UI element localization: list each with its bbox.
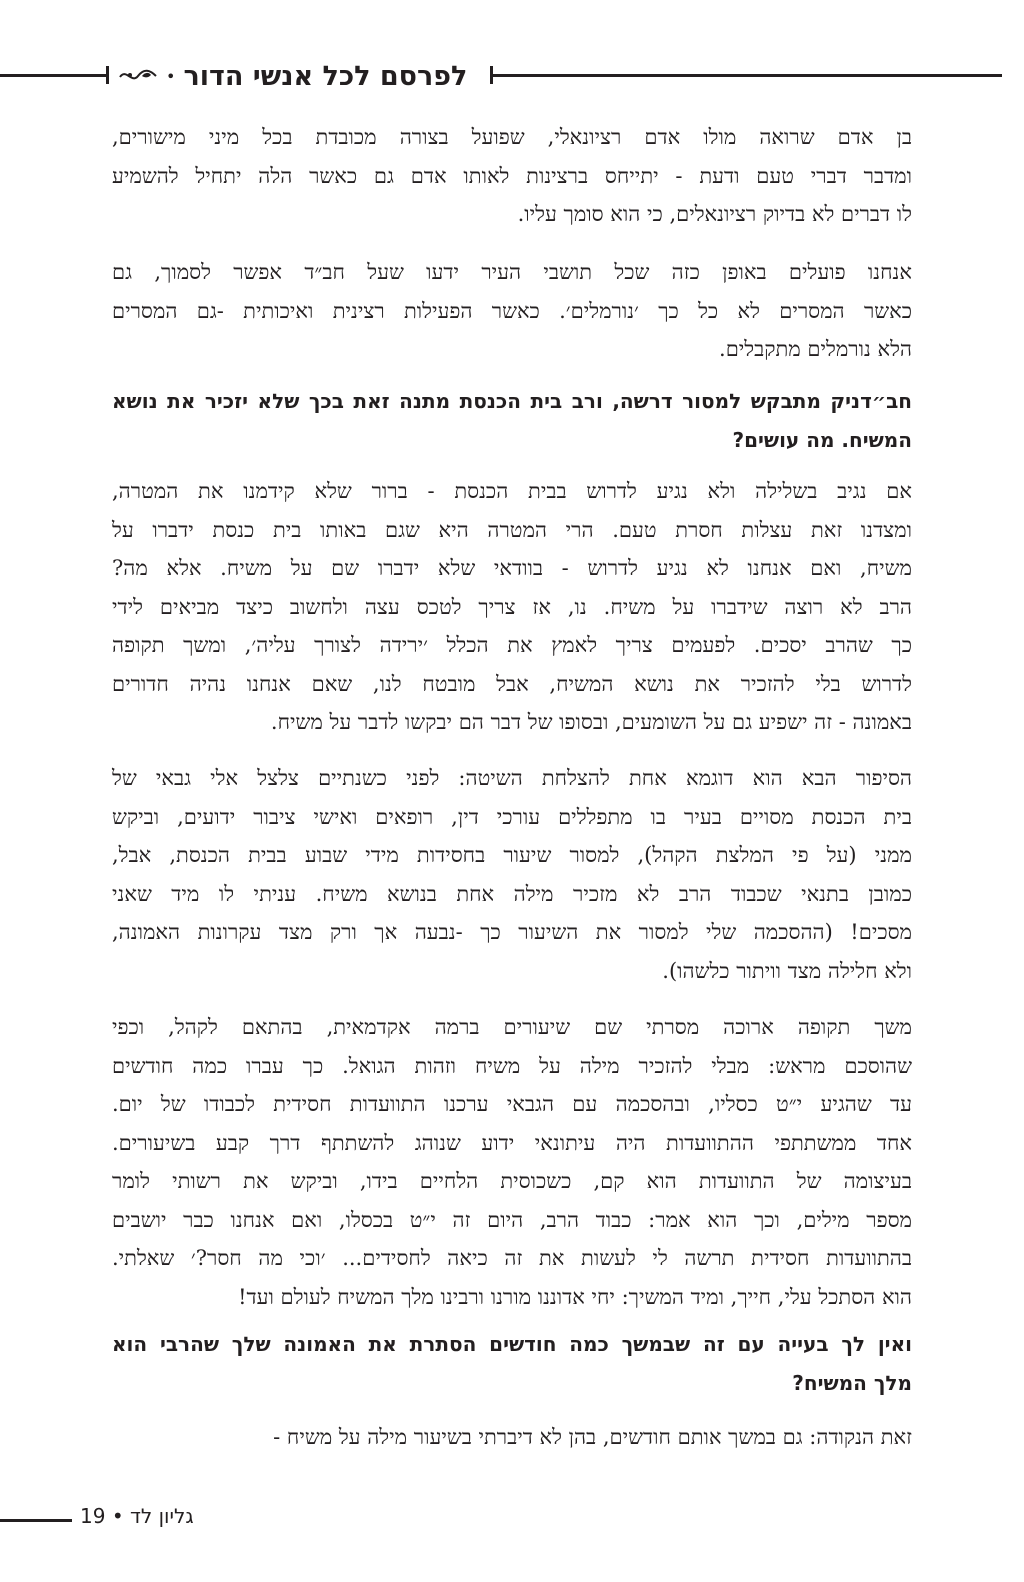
text-line: ומדבר דברי טעם ודעת - יתייחס ברצינות לאותו אדם גם כאשר הלה יתחיל להשמיע: [112, 163, 912, 188]
text-line: הלא נורמלים מתקבלים.: [719, 337, 912, 361]
text-line: שהוסכם מראש: מבלי להזכיר מילה על משיח וזהות הגואל. כך עברו כמה חודשים: [112, 1053, 912, 1078]
text-line: מלך המשיח?: [792, 1370, 912, 1395]
header-rule-left: [0, 74, 108, 77]
header-tick-left: [106, 66, 109, 84]
body-paragraph: [112, 253, 912, 369]
text-line: עד שהגיע י״ט כסליו, ובהסכמה עם הגבאי ערכנו התוועדות חסידית לכבודו של יום.: [112, 1092, 912, 1116]
body-paragraph: [112, 759, 912, 990]
text-line: באמונה - זה ישפיע גם על השומעים, ובסופו של דבר הם יבקשו לדבר על משיח.: [270, 710, 912, 734]
text-line: בעיצומה של התוועדות הוא קם, כשכוסית הלחיים בידו, וביקש את רשותי לומר: [112, 1169, 912, 1193]
folio-separator: •: [111, 1504, 124, 1528]
text-line: ומצדנו זאת עצלות חסרת טעם. הרי המטרה היא שגם באותו בית כנסת ידברו על: [112, 517, 912, 542]
text-line: אם נגיב בשלילה ולא נגיע לדרוש בבית הכנסת - ברור שלא קידמנו את המטרה,: [112, 479, 912, 503]
text-line: חב״דניק מתבקש למסור דרשה, ורב בית הכנסת מתנה זאת בכך שלא יזכיר את נושא: [112, 389, 912, 413]
header-rule-right: [492, 74, 1002, 77]
publication-name: גליון לד: [129, 1504, 194, 1528]
header-separator: •: [166, 66, 176, 86]
text-line: הוא הסתכל עלי, חייך, ומיד המשיך: יחי אדוננו מורנו ורבינו מלך המשיח לעולם ועד!: [238, 1284, 912, 1309]
text-line: בן אדם שרואה מולו אדם רציונאלי, שפועל בצורה מכובדת בכל מיני מישורים,: [112, 125, 912, 149]
body-paragraph: [112, 472, 912, 742]
text-line: מסכים! (ההסכמה שלי למסור את השיעור כך -נבעה אך ורק מצד עקרונות האמונה,: [112, 920, 912, 944]
text-line: אנחנו פועלים באופן כזה שכל תושבי העיר ידעו שעל חב״ד אפשר לסמוך, גם: [112, 260, 912, 284]
footer-rule: [0, 1519, 72, 1522]
header-title-group: [118, 56, 490, 96]
text-line: כך שהרב יסכים. לפעמים צריך לאמץ את הכלל ׳ירידה לצורך עליה׳, ומשך תקופה: [112, 633, 912, 657]
text-line: זאת הנקודה: גם במשך אותם חודשים, בהן לא דיברתי בשיעור מילה על משיח -: [273, 1425, 912, 1449]
flourish-icon: [118, 66, 158, 86]
running-title: לפרסם לכל אנשי הדור: [183, 60, 468, 92]
body-paragraph: [112, 118, 912, 234]
text-line: המשיח. מה עושים?: [732, 427, 912, 452]
interview-question: [112, 382, 912, 459]
folio: [80, 1504, 194, 1528]
text-line: כאשר המסרים לא כל כך ׳נורמלים׳. כאשר הפעילות רצינית ואיכותית -גם המסרים: [112, 298, 912, 323]
page-header: [0, 50, 1024, 100]
body-paragraph: [112, 1008, 912, 1316]
text-line: משיח, ואם אנחנו לא נגיע לדרוש - בוודאי שלא ידברו שם על משיח. אלא מה?: [112, 556, 912, 580]
interview-question: [112, 1325, 912, 1402]
text-line: ולא חלילה מצד וויתור כלשהו).: [662, 958, 912, 983]
text-line: אחד ממשתתפי ההתוועדות היה עיתונאי ידוע שנוהג להשתתף דרך קבע בשיעורים.: [112, 1130, 912, 1155]
page-footer: [0, 1500, 400, 1540]
text-line: הרב לא רוצה שידברו על משיח. נו, אז צריך לטכס עצה ולחשוב כיצד מביאים לידי: [112, 594, 912, 619]
text-line: הסיפור הבא הוא דוגמא אחת להצלחת השיטה: לפני כשנתיים צלצל אלי גבאי של: [112, 766, 912, 790]
text-line: משך תקופה ארוכה מסרתי שם שיעורים ברמה אקדמאית, בהתאם לקהל, וכפי: [112, 1015, 912, 1039]
text-line: לדרוש בלי להזכיר את נושא המשיח, אבל מובטח לנו, שאם אנחנו נהיה חדורים: [112, 671, 912, 696]
text-line: בית הכנסת מסויים בעיר בו מתפללים עורכי דין, רופאים ואישי ציבור ידועים, וביקש: [112, 804, 912, 829]
text-line: ממני (על פי המלצת הקהל), למסור שיעור בחסידות מידי שבוע בבית הכנסת, אבל,: [112, 843, 912, 867]
text-line: מספר מילים, וכך הוא אמר: כבוד הרב, היום זה י״ט בכסלו, ואם אנחנו כבר יושבים: [112, 1207, 912, 1232]
text-line: כמובן בתנאי שכבוד הרב לא מזכיר מילה אחת בנושא משיח. עניתי לו מיד שאני: [112, 881, 912, 906]
body-paragraph: [112, 1418, 912, 1457]
text-line: בהתוועדות חסידית תרשה לי לעשות את זה כיאה לחסידים... ׳וכי מה חסר?׳ שאלתי.: [112, 1246, 912, 1270]
page-number: 19: [80, 1504, 106, 1528]
text-line: ואין לך בעייה עם זה שבמשך כמה חודשים הסתרת את האמונה שלך שהרבי הוא: [112, 1332, 912, 1356]
text-line: לו דברים לא בדיוק רציונאלים, כי הוא סומך עליו.: [517, 202, 912, 226]
